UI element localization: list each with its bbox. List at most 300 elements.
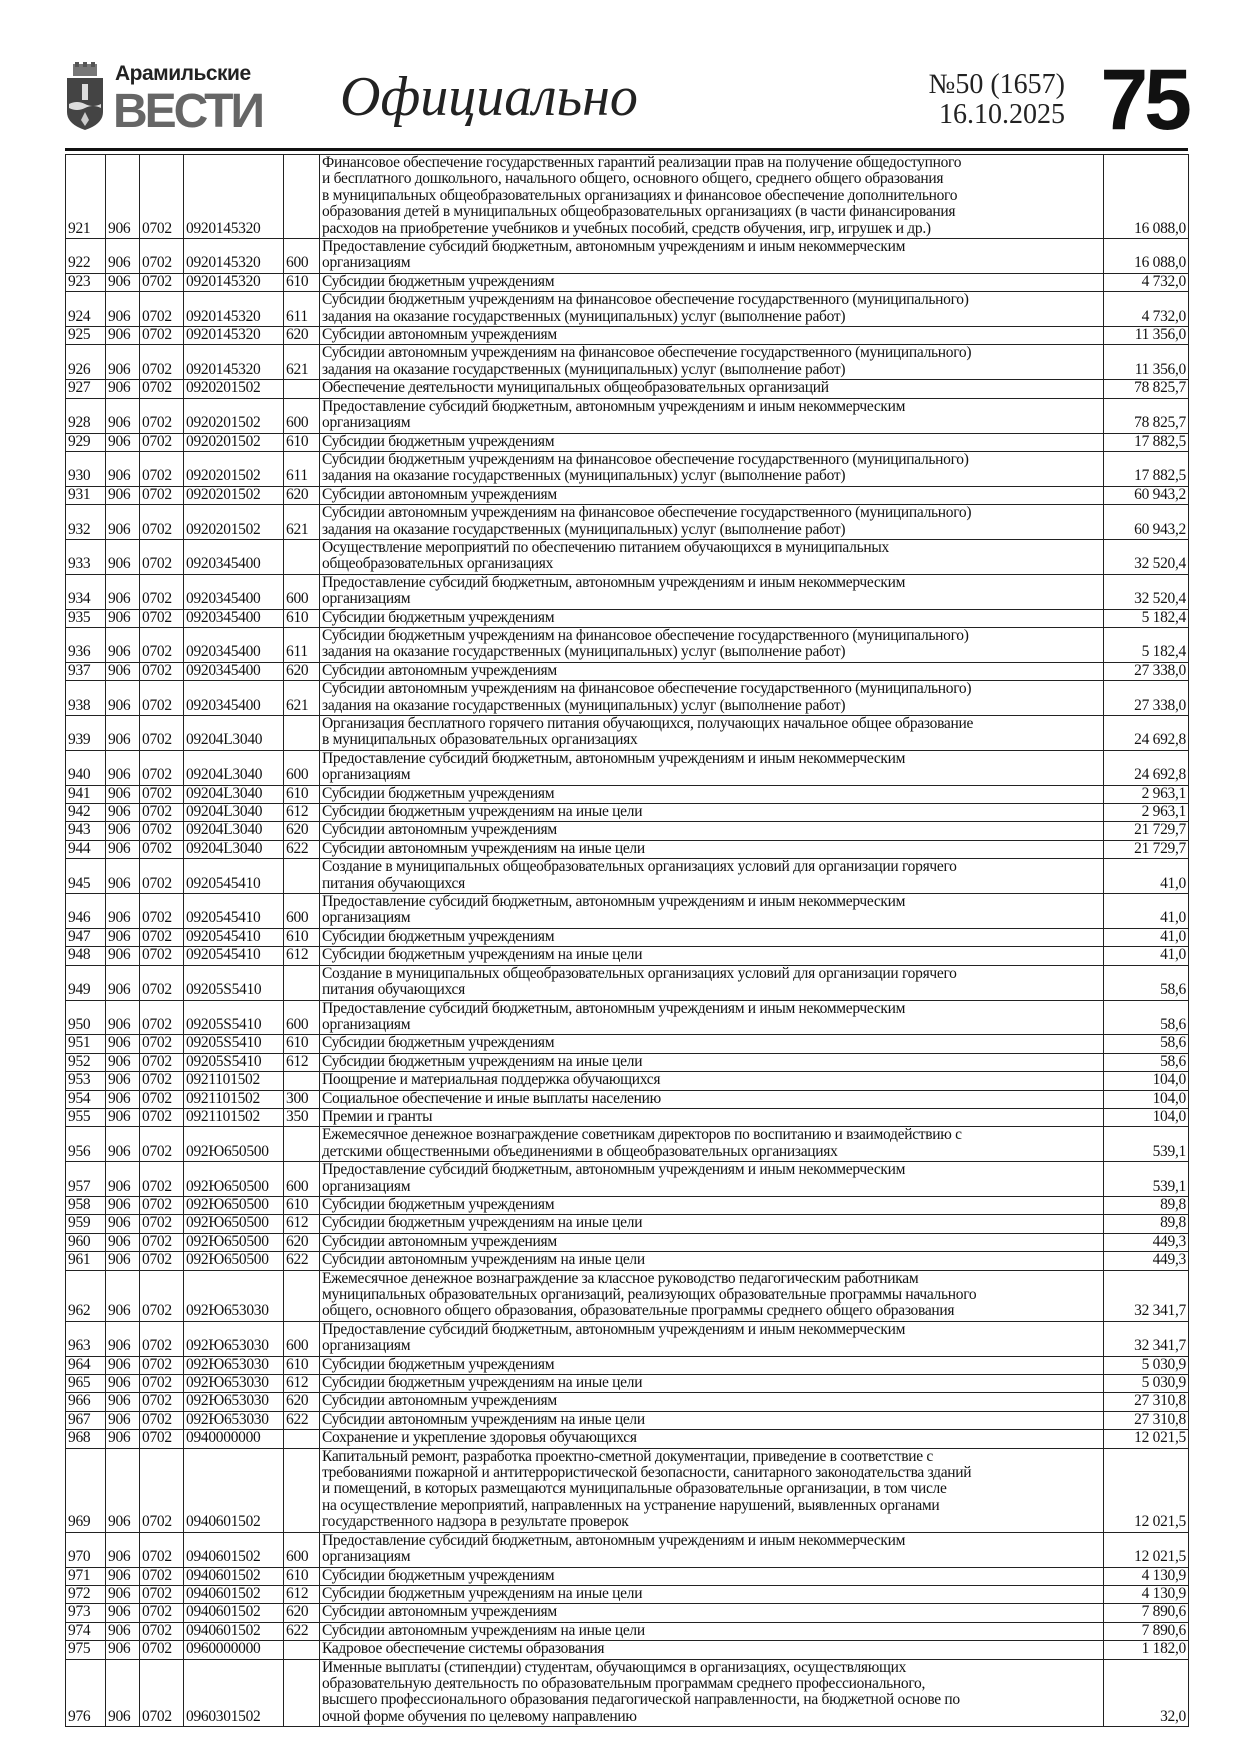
- amount: 11 356,0: [1104, 327, 1189, 345]
- table-row: [66, 486, 1189, 504]
- grbs-code: 906: [106, 609, 140, 627]
- amount: 32,0: [1104, 1659, 1189, 1727]
- expense-type-code: 622: [284, 1622, 320, 1640]
- amount: 89,8: [1104, 1196, 1189, 1214]
- target-article-code: 092Ю653030: [184, 1356, 284, 1374]
- description: Субсидии автономным учреждениям на иные цели: [320, 840, 1104, 858]
- expense-type-code: 600: [284, 1162, 320, 1197]
- newspaper-logo: [65, 62, 295, 138]
- amount: 21 729,7: [1104, 840, 1189, 858]
- description: Сохранение и укрепление здоровья обучающихся: [320, 1430, 1104, 1448]
- grbs-code: 906: [106, 822, 140, 840]
- description: Социальное обеспечение и иные выплаты населению: [320, 1090, 1104, 1108]
- description: Субсидии автономным учреждениям: [320, 1393, 1104, 1411]
- target-article-code: 092Ю650500: [184, 1127, 284, 1162]
- amount: 104,0: [1104, 1108, 1189, 1126]
- grbs-code: 906: [106, 1604, 140, 1622]
- amount: 32 520,4: [1104, 574, 1189, 609]
- expense-type-code: 600: [284, 1532, 320, 1567]
- amount: 41,0: [1104, 947, 1189, 965]
- expense-type-code: 600: [284, 1000, 320, 1035]
- target-article-code: 0940000000: [184, 1430, 284, 1448]
- description: Предоставление субсидий бюджетным, автономным учреждениям и иным некоммерческим организациям: [320, 894, 1104, 929]
- grbs-code: 906: [106, 716, 140, 751]
- grbs-code: 906: [106, 1448, 140, 1532]
- grbs-code: 906: [106, 859, 140, 894]
- row-number: 937: [66, 662, 106, 680]
- section-code: 0702: [140, 292, 184, 327]
- grbs-code: 906: [106, 1393, 140, 1411]
- section-code: 0702: [140, 1356, 184, 1374]
- description: Субсидии автономным учреждениям: [320, 1604, 1104, 1622]
- target-article-code: 0920345400: [184, 662, 284, 680]
- grbs-code: 906: [106, 574, 140, 609]
- grbs-code: 906: [106, 965, 140, 1000]
- description: Субсидии бюджетным учреждениям на иные цели: [320, 947, 1104, 965]
- section-code: 0702: [140, 1090, 184, 1108]
- table-row: [66, 965, 1189, 1000]
- table-row: [66, 433, 1189, 451]
- section-code: 0702: [140, 433, 184, 451]
- grbs-code: 906: [106, 681, 140, 716]
- header-divider: [65, 148, 1188, 151]
- target-article-code: 092Ю650500: [184, 1233, 284, 1251]
- grbs-code: 906: [106, 785, 140, 803]
- page-number: 75: [1100, 52, 1188, 148]
- section-code: 0702: [140, 1604, 184, 1622]
- amount: 17 882,5: [1104, 433, 1189, 451]
- target-article-code: 0940601502: [184, 1532, 284, 1567]
- target-article-code: 0920545410: [184, 894, 284, 929]
- row-number: 938: [66, 681, 106, 716]
- description: Субсидии бюджетным учреждениям: [320, 1035, 1104, 1053]
- row-number: 966: [66, 1393, 106, 1411]
- coat-of-arms-icon: [65, 62, 105, 132]
- grbs-code: 906: [106, 380, 140, 398]
- table-row: [66, 609, 1189, 627]
- amount: 12 021,5: [1104, 1448, 1189, 1532]
- row-number: 935: [66, 609, 106, 627]
- description: Субсидии бюджетным учреждениям на иные цели: [320, 1215, 1104, 1233]
- target-article-code: 0960301502: [184, 1659, 284, 1727]
- expense-type-code: [284, 380, 320, 398]
- description: Субсидии бюджетным учреждениям на иные цели: [320, 1585, 1104, 1603]
- row-number: 939: [66, 716, 106, 751]
- table-row: [66, 1321, 1189, 1356]
- target-article-code: 0920201502: [184, 451, 284, 486]
- row-number: 952: [66, 1053, 106, 1071]
- expense-type-code: [284, 539, 320, 574]
- section-code: 0702: [140, 155, 184, 239]
- target-article-code: 0940601502: [184, 1604, 284, 1622]
- description: Предоставление субсидий бюджетным, автономным учреждениям и иным некоммерческим организациям: [320, 1000, 1104, 1035]
- grbs-code: 906: [106, 1252, 140, 1270]
- expense-type-code: 612: [284, 804, 320, 822]
- table-row: [66, 1270, 1189, 1321]
- description: Субсидии бюджетным учреждениям: [320, 1196, 1104, 1214]
- amount: 4 130,9: [1104, 1585, 1189, 1603]
- target-article-code: 0920545410: [184, 928, 284, 946]
- description: Ежемесячное денежное вознаграждение советникам директоров по воспитанию и взаимодействию с детскими общественными объединениями в общеобразовательных организациях: [320, 1127, 1104, 1162]
- grbs-code: 906: [106, 1233, 140, 1251]
- section-code: 0702: [140, 894, 184, 929]
- section-code: 0702: [140, 1072, 184, 1090]
- table-row: [66, 822, 1189, 840]
- row-number: 927: [66, 380, 106, 398]
- table-row: [66, 451, 1189, 486]
- row-number: 959: [66, 1215, 106, 1233]
- grbs-code: 906: [106, 433, 140, 451]
- table-row: [66, 859, 1189, 894]
- expense-type-code: 620: [284, 327, 320, 345]
- target-article-code: 0940601502: [184, 1567, 284, 1585]
- target-article-code: 0940601502: [184, 1448, 284, 1532]
- table-row: [66, 1252, 1189, 1270]
- amount: 7 890,6: [1104, 1604, 1189, 1622]
- section-code: 0702: [140, 859, 184, 894]
- row-number: 954: [66, 1090, 106, 1108]
- row-number: 928: [66, 398, 106, 433]
- description: Именные выплаты (стипендии) студентам, обучающимся в организациях, осуществляющих образовательную деятельность по образовательным программам среднего профессионального, высшего профессионального образования педагогической направленности, на бюджетной основе по очной форме обучения по целевому направлению: [320, 1659, 1104, 1727]
- table-row: [66, 1233, 1189, 1251]
- amount: 60 943,2: [1104, 505, 1189, 540]
- row-number: 957: [66, 1162, 106, 1197]
- section-code: 0702: [140, 539, 184, 574]
- description: Организация бесплатного горячего питания обучающихся, получающих начальное общее образование в муниципальных образовательных организациях: [320, 716, 1104, 751]
- section-code: 0702: [140, 627, 184, 662]
- expense-type-code: [284, 1659, 320, 1727]
- amount: 5 030,9: [1104, 1375, 1189, 1393]
- expense-type-code: [284, 1641, 320, 1659]
- amount: 27 338,0: [1104, 681, 1189, 716]
- grbs-code: 906: [106, 539, 140, 574]
- table-row: [66, 1090, 1189, 1108]
- row-number: 962: [66, 1270, 106, 1321]
- section-code: 0702: [140, 1233, 184, 1251]
- description: Субсидии бюджетным учреждениям: [320, 273, 1104, 291]
- amount: 21 729,7: [1104, 822, 1189, 840]
- row-number: 968: [66, 1430, 106, 1448]
- description: Создание в муниципальных общеобразовательных организациях условий для организации горячего питания обучающихся: [320, 965, 1104, 1000]
- target-article-code: 092Ю650500: [184, 1252, 284, 1270]
- row-number: 941: [66, 785, 106, 803]
- expense-type-code: 610: [284, 1196, 320, 1214]
- grbs-code: 906: [106, 1641, 140, 1659]
- table-row: [66, 505, 1189, 540]
- target-article-code: 0920545410: [184, 947, 284, 965]
- description: Субсидии автономным учреждениям на финансовое обеспечение государственного (муниципального) задания на оказание государственных (муниципальных) услуг (выполнение работ): [320, 505, 1104, 540]
- target-article-code: 092Ю650500: [184, 1196, 284, 1214]
- row-number: 955: [66, 1108, 106, 1126]
- grbs-code: 906: [106, 155, 140, 239]
- section-code: 0702: [140, 750, 184, 785]
- amount: 58,6: [1104, 965, 1189, 1000]
- row-number: 940: [66, 750, 106, 785]
- table-row: [66, 662, 1189, 680]
- table-row: [66, 1411, 1189, 1429]
- section-code: 0702: [140, 947, 184, 965]
- table-row: [66, 292, 1189, 327]
- row-number: 926: [66, 345, 106, 380]
- amount: 89,8: [1104, 1215, 1189, 1233]
- grbs-code: 906: [106, 1356, 140, 1374]
- section-code: 0702: [140, 1196, 184, 1214]
- section-code: 0702: [140, 1622, 184, 1640]
- expense-type-code: 610: [284, 609, 320, 627]
- row-number: 943: [66, 822, 106, 840]
- target-article-code: 0920345400: [184, 609, 284, 627]
- expense-type-code: 612: [284, 1375, 320, 1393]
- table-row: [66, 1567, 1189, 1585]
- section-code: 0702: [140, 1321, 184, 1356]
- section-code: 0702: [140, 1053, 184, 1071]
- expense-type-code: [284, 155, 320, 239]
- target-article-code: 0920345400: [184, 539, 284, 574]
- grbs-code: 906: [106, 1162, 140, 1197]
- description: Осуществление мероприятий по обеспечению питанием обучающихся в муниципальных общеобразовательных организациях: [320, 539, 1104, 574]
- expense-type-code: 610: [284, 273, 320, 291]
- target-article-code: 092Ю653030: [184, 1270, 284, 1321]
- description: Субсидии бюджетным учреждениям на иные цели: [320, 1053, 1104, 1071]
- row-number: 946: [66, 894, 106, 929]
- amount: 104,0: [1104, 1072, 1189, 1090]
- expense-type-code: 610: [284, 1035, 320, 1053]
- description: Предоставление субсидий бюджетным, автономным учреждениям и иным некоммерческим организациям: [320, 1532, 1104, 1567]
- row-number: 923: [66, 273, 106, 291]
- target-article-code: 09205S5410: [184, 1035, 284, 1053]
- expense-type-code: 600: [284, 398, 320, 433]
- amount: 449,3: [1104, 1233, 1189, 1251]
- table-row: [66, 380, 1189, 398]
- amount: 17 882,5: [1104, 451, 1189, 486]
- target-article-code: 0921101502: [184, 1072, 284, 1090]
- row-number: 929: [66, 433, 106, 451]
- logo-top-text: Арамильские: [115, 62, 251, 85]
- description: Предоставление субсидий бюджетным, автономным учреждениям и иным некоммерческим организациям: [320, 1321, 1104, 1356]
- target-article-code: 09205S5410: [184, 1000, 284, 1035]
- grbs-code: 906: [106, 1127, 140, 1162]
- target-article-code: 09204L3040: [184, 716, 284, 751]
- table-row: [66, 894, 1189, 929]
- row-number: 948: [66, 947, 106, 965]
- description: Финансовое обеспечение государственных гарантий реализации прав на получение общедоступного и бесплатного дошкольного, начального общего, основного общего, среднего общего образования в муниципальных общеобразовательных организациях и финансовое обеспечение дополнительного образования детей в муниципальных общеобразовательных организациях (в части финансирования расходов на приобретение учебников и учебных пособий, средств обучения, игр, игрушек и др.): [320, 155, 1104, 239]
- expense-type-code: 610: [284, 1567, 320, 1585]
- amount: 32 520,4: [1104, 539, 1189, 574]
- expense-type-code: 621: [284, 681, 320, 716]
- description: Предоставление субсидий бюджетным, автономным учреждениям и иным некоммерческим организациям: [320, 750, 1104, 785]
- target-article-code: 092Ю653030: [184, 1411, 284, 1429]
- table-row: [66, 804, 1189, 822]
- grbs-code: 906: [106, 505, 140, 540]
- table-row: [66, 1375, 1189, 1393]
- table-row: [66, 785, 1189, 803]
- row-number: 964: [66, 1356, 106, 1374]
- row-number: 931: [66, 486, 106, 504]
- grbs-code: 906: [106, 239, 140, 274]
- target-article-code: 0920345400: [184, 681, 284, 716]
- grbs-code: 906: [106, 327, 140, 345]
- table-row: [66, 345, 1189, 380]
- expense-type-code: [284, 965, 320, 1000]
- grbs-code: 906: [106, 292, 140, 327]
- section-code: 0702: [140, 1108, 184, 1126]
- amount: 2 963,1: [1104, 785, 1189, 803]
- amount: 1 182,0: [1104, 1641, 1189, 1659]
- expense-type-code: 350: [284, 1108, 320, 1126]
- section-code: 0702: [140, 1162, 184, 1197]
- row-number: 945: [66, 859, 106, 894]
- section-code: 0702: [140, 1215, 184, 1233]
- expense-type-code: 600: [284, 750, 320, 785]
- target-article-code: 0920201502: [184, 398, 284, 433]
- expense-type-code: 612: [284, 1215, 320, 1233]
- section-code: 0702: [140, 1035, 184, 1053]
- row-number: 944: [66, 840, 106, 858]
- table-row: [66, 1196, 1189, 1214]
- grbs-code: 906: [106, 947, 140, 965]
- table-row: [66, 1393, 1189, 1411]
- row-number: 961: [66, 1252, 106, 1270]
- row-number: 947: [66, 928, 106, 946]
- table-row: [66, 1604, 1189, 1622]
- table-row: [66, 928, 1189, 946]
- amount: 16 088,0: [1104, 155, 1189, 239]
- target-article-code: 0960000000: [184, 1641, 284, 1659]
- description: Субсидии автономным учреждениям: [320, 662, 1104, 680]
- target-article-code: 092Ю653030: [184, 1375, 284, 1393]
- target-article-code: 0920545410: [184, 859, 284, 894]
- section-code: 0702: [140, 785, 184, 803]
- row-number: 958: [66, 1196, 106, 1214]
- table-row: [66, 1641, 1189, 1659]
- target-article-code: 09204L3040: [184, 822, 284, 840]
- grbs-code: 906: [106, 1567, 140, 1585]
- grbs-code: 906: [106, 1375, 140, 1393]
- amount: 539,1: [1104, 1162, 1189, 1197]
- page-header: [65, 52, 1188, 150]
- section-code: 0702: [140, 822, 184, 840]
- table-row: [66, 947, 1189, 965]
- target-article-code: 0920145320: [184, 292, 284, 327]
- table-row: [66, 1356, 1189, 1374]
- section-code: 0702: [140, 1532, 184, 1567]
- expense-type-code: 612: [284, 1053, 320, 1071]
- expense-type-code: 622: [284, 840, 320, 858]
- expense-type-code: 611: [284, 292, 320, 327]
- table-row: [66, 1430, 1189, 1448]
- description: Создание в муниципальных общеобразовательных организациях условий для организации горячего питания обучающихся: [320, 859, 1104, 894]
- table-row: [66, 239, 1189, 274]
- expense-type-code: 612: [284, 1585, 320, 1603]
- amount: 4 732,0: [1104, 273, 1189, 291]
- section-code: 0702: [140, 380, 184, 398]
- amount: 78 825,7: [1104, 398, 1189, 433]
- description: Предоставление субсидий бюджетным, автономным учреждениям и иным некоммерческим организациям: [320, 574, 1104, 609]
- expense-type-code: 622: [284, 1252, 320, 1270]
- grbs-code: 906: [106, 273, 140, 291]
- section-code: 0702: [140, 1411, 184, 1429]
- amount: 41,0: [1104, 928, 1189, 946]
- description: Субсидии бюджетным учреждениям на иные цели: [320, 804, 1104, 822]
- section-code: 0702: [140, 928, 184, 946]
- section-code: 0702: [140, 398, 184, 433]
- row-number: 965: [66, 1375, 106, 1393]
- target-article-code: 0920345400: [184, 574, 284, 609]
- expense-type-code: [284, 1127, 320, 1162]
- amount: 16 088,0: [1104, 239, 1189, 274]
- description: Кадровое обеспечение системы образования: [320, 1641, 1104, 1659]
- table-row: [66, 1127, 1189, 1162]
- grbs-code: 906: [106, 1053, 140, 1071]
- amount: 11 356,0: [1104, 345, 1189, 380]
- grbs-code: 906: [106, 804, 140, 822]
- section-code: 0702: [140, 345, 184, 380]
- section-code: 0702: [140, 327, 184, 345]
- section-code: 0702: [140, 505, 184, 540]
- table-row: [66, 1108, 1189, 1126]
- description: Субсидии автономным учреждениям на иные цели: [320, 1411, 1104, 1429]
- description: Субсидии автономным учреждениям на финансовое обеспечение государственного (муниципального) задания на оказание государственных (муниципальных) услуг (выполнение работ): [320, 681, 1104, 716]
- amount: 27 310,8: [1104, 1411, 1189, 1429]
- table-row: [66, 716, 1189, 751]
- issue-info: [825, 70, 1065, 130]
- target-article-code: 0920345400: [184, 627, 284, 662]
- grbs-code: 906: [106, 345, 140, 380]
- row-number: 975: [66, 1641, 106, 1659]
- row-number: 976: [66, 1659, 106, 1727]
- row-number: 942: [66, 804, 106, 822]
- row-number: 930: [66, 451, 106, 486]
- section-code: 0702: [140, 486, 184, 504]
- target-article-code: 0920201502: [184, 505, 284, 540]
- target-article-code: 09205S5410: [184, 965, 284, 1000]
- row-number: 921: [66, 155, 106, 239]
- grbs-code: 906: [106, 750, 140, 785]
- target-article-code: 0920145320: [184, 273, 284, 291]
- table-row: [66, 1215, 1189, 1233]
- section-code: 0702: [140, 965, 184, 1000]
- section-code: 0702: [140, 804, 184, 822]
- target-article-code: 0920145320: [184, 155, 284, 239]
- table-row: [66, 574, 1189, 609]
- row-number: 932: [66, 505, 106, 540]
- description: Субсидии бюджетным учреждениям на финансовое обеспечение государственного (муниципального) задания на оказание государственных (муниципальных) услуг (выполнение работ): [320, 627, 1104, 662]
- expense-type-code: 610: [284, 433, 320, 451]
- description: Субсидии бюджетным учреждениям: [320, 928, 1104, 946]
- table-row: [66, 1622, 1189, 1640]
- row-number: 949: [66, 965, 106, 1000]
- row-number: 924: [66, 292, 106, 327]
- target-article-code: 0920201502: [184, 486, 284, 504]
- grbs-code: 906: [106, 627, 140, 662]
- issue-date: 16.10.2025: [939, 99, 1065, 130]
- expense-type-code: [284, 716, 320, 751]
- amount: 27 310,8: [1104, 1393, 1189, 1411]
- grbs-code: 906: [106, 1000, 140, 1035]
- expense-type-code: [284, 1270, 320, 1321]
- grbs-code: 906: [106, 1215, 140, 1233]
- section-code: 0702: [140, 1659, 184, 1727]
- expense-type-code: 600: [284, 1321, 320, 1356]
- grbs-code: 906: [106, 894, 140, 929]
- row-number: 956: [66, 1127, 106, 1162]
- section-code: 0702: [140, 1375, 184, 1393]
- row-number: 950: [66, 1000, 106, 1035]
- amount: 32 341,7: [1104, 1321, 1189, 1356]
- table-row: [66, 627, 1189, 662]
- section-code: 0702: [140, 1393, 184, 1411]
- section-code: 0702: [140, 840, 184, 858]
